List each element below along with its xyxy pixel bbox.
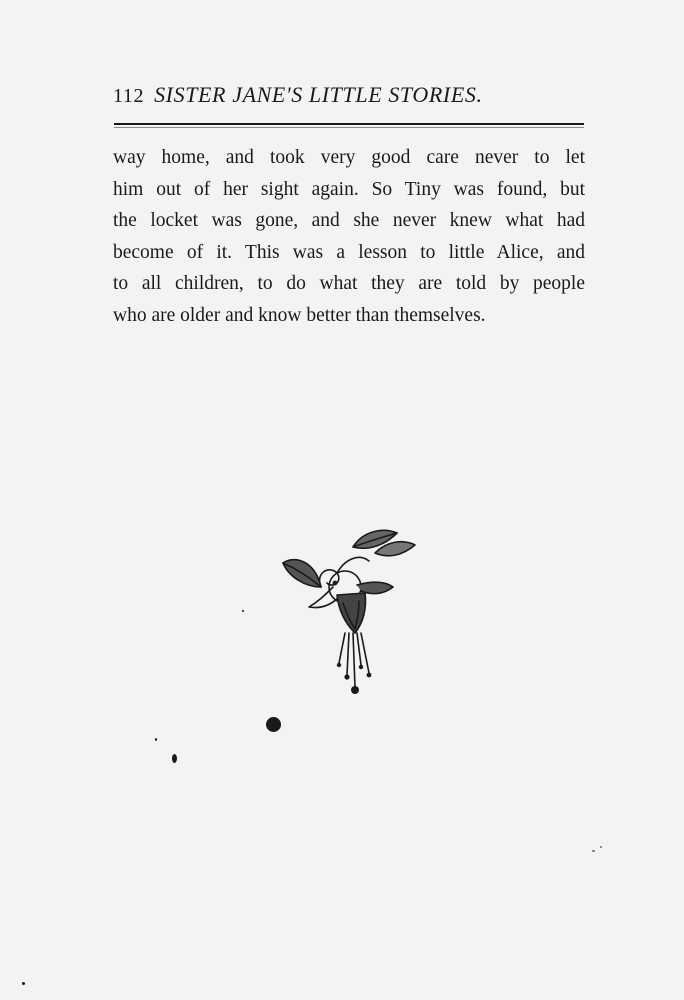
text-line: become of it. This was a lesson to little Alice, and [113, 241, 585, 263]
book-title: SISTER JANE'S LITTLE STORIES. [154, 82, 483, 107]
text-line: the locket was gone, and she never knew what had [113, 210, 585, 231]
text-line: who are older and know better than themselves. [113, 304, 486, 326]
text-line: him out of her sight again. So Tiny was found, but [113, 178, 585, 200]
story-paragraph [113, 142, 585, 331]
page-number: 112 [113, 85, 145, 107]
ink-speck [242, 610, 244, 612]
ink-speck [172, 754, 177, 763]
fuchsia-flower-icon [275, 525, 425, 700]
ink-speck [155, 738, 157, 741]
ink-speck [600, 846, 602, 848]
ink-speck [266, 717, 281, 732]
ink-speck [22, 982, 25, 985]
header-rule-thin [114, 127, 584, 128]
running-head [113, 82, 585, 108]
header-rule [114, 123, 584, 125]
ink-speck [592, 850, 595, 852]
text-line: to all children, to do what they are told by people [113, 273, 585, 294]
text-line: way home, and took very good care never to let [113, 147, 585, 168]
